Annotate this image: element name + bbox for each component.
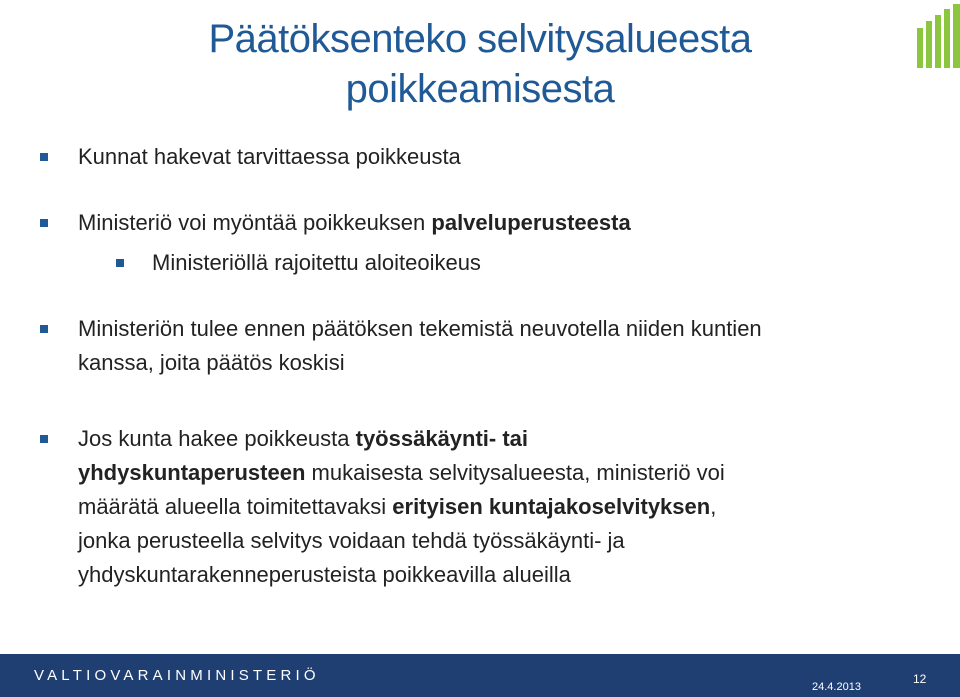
bullet-square-icon: [40, 435, 48, 443]
page-number: 12: [913, 672, 927, 686]
bullet-text-line: jonka perusteella selvitys voidaan tehdä työssäkäynti- ja: [78, 528, 625, 553]
footer-brand: VALTIOVARAINMINISTERIÖ: [34, 667, 320, 684]
bullet-item: [78, 140, 461, 174]
bullet-square-icon: [40, 153, 48, 161]
bullet-text-line: määrätä alueella toimitettavaksi erityisen kuntajakoselvityksen,: [78, 494, 717, 519]
bullet-text: Kunnat hakevat tarvittaessa poikkeusta: [78, 144, 461, 169]
bullet-square-icon: [40, 325, 48, 333]
bullet-text-line: yhdyskuntarakenneperusteista poikkeavilla alueilla: [78, 562, 571, 587]
footer-bar: [0, 654, 960, 697]
bullet-item: [78, 206, 631, 240]
bullet-square-icon: [116, 259, 124, 267]
bullet-text-line: yhdyskuntaperusteen mukaisesta selvitysalueesta, ministeriö voi: [78, 460, 725, 485]
bullet-item: [78, 422, 725, 592]
footer-date: 24.4.2013: [812, 681, 861, 693]
bullet-square-icon: [40, 219, 48, 227]
ministry-logo-icon: [912, 4, 960, 80]
sub-bullet-item: [152, 246, 481, 280]
bullet-text: Ministeriö voi myöntää poikkeuksen palveluperusteesta: [78, 210, 631, 235]
bullet-text: Ministeriöllä rajoitettu aloiteoikeus: [152, 250, 481, 275]
bullet-text-line: kanssa, joita päätös koskisi: [78, 350, 345, 375]
bullet-text-line: Ministeriön tulee ennen päätöksen tekemistä neuvotella niiden kuntien: [78, 316, 762, 341]
slide-title-line2: poikkeamisesta: [345, 67, 615, 111]
bullet-item: [78, 312, 762, 380]
slide-title: [150, 14, 810, 114]
bullet-text-line: Jos kunta hakee poikkeusta työssäkäynti- tai: [78, 426, 529, 451]
slide-title-line1: Päätöksenteko selvitysalueesta: [208, 17, 752, 61]
